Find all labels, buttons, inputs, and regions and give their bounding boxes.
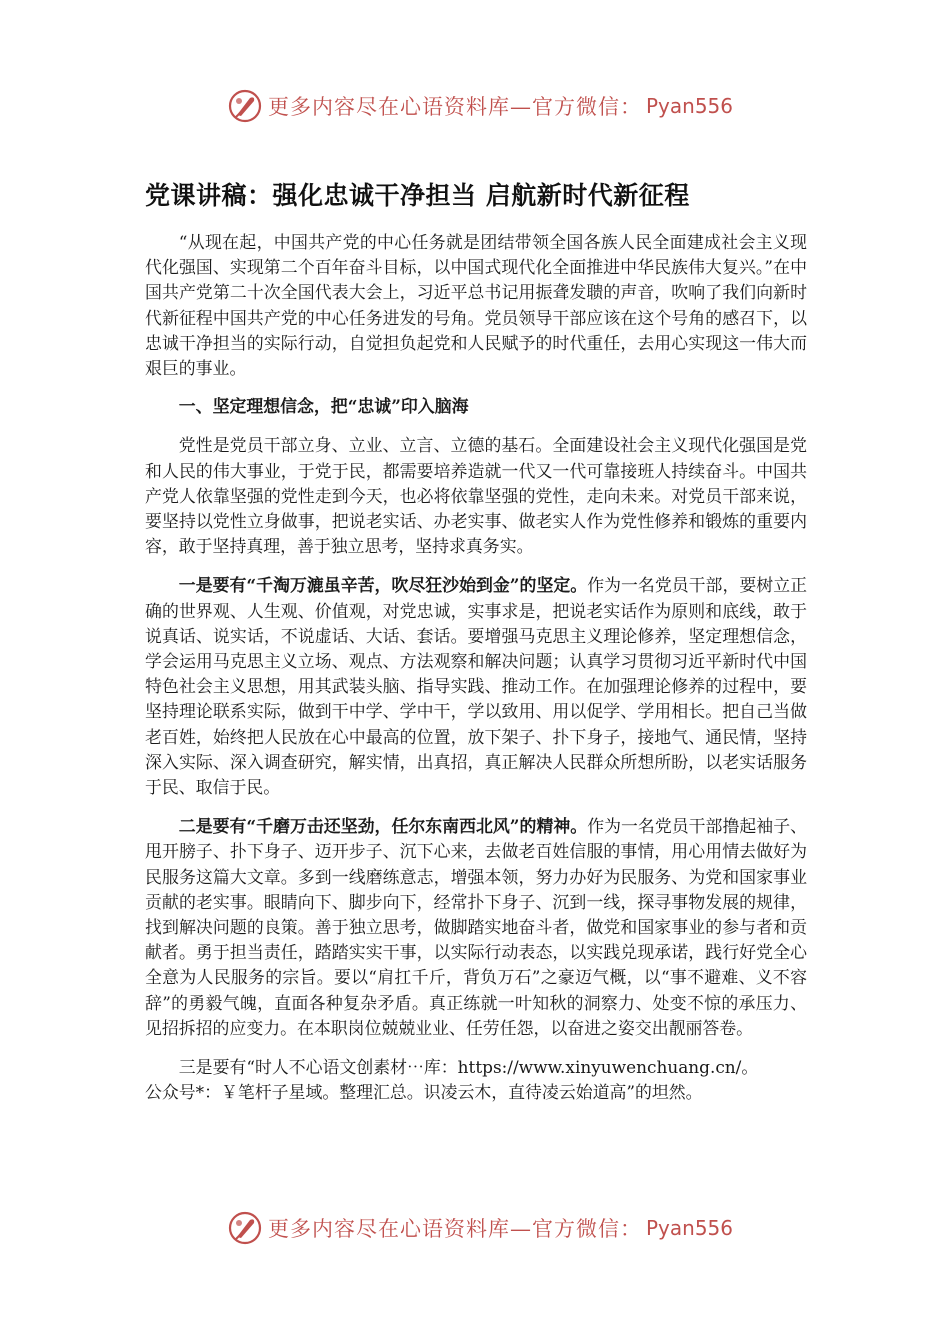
header-banner <box>228 86 748 126</box>
footer-wechat-id: Pyan556 <box>646 1216 734 1240</box>
section1-heading: 一、坚定理想信念，把“忠诚”印入脑海 <box>178 396 469 417</box>
quill-logo-icon <box>228 1211 262 1245</box>
footer-banner-text: 更多内容尽在心语资料库—官方微信： <box>268 1217 642 1241</box>
document-title: 党课讲稿：强化忠诚干净担当 启航新时代新征程 <box>145 181 690 210</box>
point2-text: 作为一名党员干部撸起袖子、甩开膀子、扑下身子、迈开步子、沉下心来，去做老百姓信服的事情，用心用情去做好为民服务这篇大文章。多到一线磨练意志，增强本领，努力办好为民服务、为党和国家事业贡献的老实事。眼睛向下、脚步向下，经常扑下身子、沉到一线，探寻事物发展的规律，找到解决问题的良策。善于独立思考，做脚踏实地奋斗者，做党和国家事业的参与者和贡献者。勇于担当责任，踏踏实实干事，以实际行动表态，以实践兑现承诺，践行好党全心全意为人民服务的宗旨。要以“肩扛千斤，背负万石”之豪迈气概，以“事不避难、义不容辞”的勇毅气魄，直面各种复杂矛盾。真正练就一叶知秋的洞察力、处变不惊的承压力、见招拆招的应变力。在本职岗位兢兢业业、任劳任怨，以奋进之姿交出靓丽答卷。 <box>145 816 807 1038</box>
document-body <box>145 230 807 1106</box>
footer-banner <box>228 1208 748 1248</box>
quill-logo-icon <box>228 89 262 123</box>
point2-lead: 二是要有“千磨万击还坚劲，任尔东南西北风”的精神。 <box>178 816 588 837</box>
point2-paragraph <box>145 814 807 1041</box>
point3-line-b: 公众号*：￥笔杆子星域。整理汇总。识凌云木，直待凌云始道高”的坦然。 <box>145 1082 703 1103</box>
point1-paragraph <box>145 573 807 800</box>
point1-lead: 一是要有“千淘万漉虽辛苦，吹尽狂沙始到金”的坚定。 <box>178 575 588 596</box>
point1-text: 作为一名党员干部，要树立正确的世界观、人生观、价值观，对党忠诚，实事求是，把说老实话作为原则和底线，敢于说真话、说实话，不说虚话、大话、套话。要增强马克思主义理论修养，坚定理想信念，学会运用马克思主义立场、观点、方法观察和解决问题；认真学习贯彻习近平新时代中国特色社会主义思想，用其武装头脑、指导实践、推动工作。在加强理论修养的过程中，要坚持理论联系实际，做到干中学、学中干，学以致用、用以促学、学用相长。把自己当做老百姓，始终把人民放在心中最高的位置，放下架子、扑下身子，接地气、通民情，坚持深入实际、深入调查研究，解实情，出真招，真正解决人民群众所想所盼，以老实话服务于民、取信于民。 <box>145 575 807 798</box>
header-wechat-id: Pyan556 <box>646 94 734 118</box>
section1-paragraph: 党性是党员干部立身、立业、立言、立德的基石。全面建设社会主义现代化强国是党和人民的伟大事业，于党于民，都需要培养造就一代又一代可靠接班人持续奋斗。中国共产党人依靠坚强的党性走到今天，也必将依靠坚强的党性，走向未来。对党员干部来说，要坚持以党性立身做事，把说老实话、办老实事、做老实人作为党性修养和锻炼的重要内容，敢于坚持真理，善于独立思考，坚持求真务实。 <box>145 435 807 557</box>
header-banner-text: 更多内容尽在心语资料库—官方微信： <box>268 95 642 119</box>
intro-paragraph: “从现在起，中国共产党的中心任务就是团结带领全国各族人民全面建成社会主义现代化强国、实现第二个百年奋斗目标，以中国式现代化全面推进中华民族伟大复兴。”在中国共产党第二十次全国代表大会上，习近平总书记用振聋发聩的声音，吹响了我们向新时代新征程中国共产党的中心任务进发的号角。党员领导干部应该在这个号角的感召下，以忠诚干净担当的实际行动，自觉担负起党和人民赋予的时代重任，去用心实现这一伟大而艰巨的事业。 <box>145 232 807 379</box>
point3-line-a: 三是要有“时人不心语文创素材⋯库：https://www.xinyuwenchuang.cn/。 <box>178 1057 759 1078</box>
